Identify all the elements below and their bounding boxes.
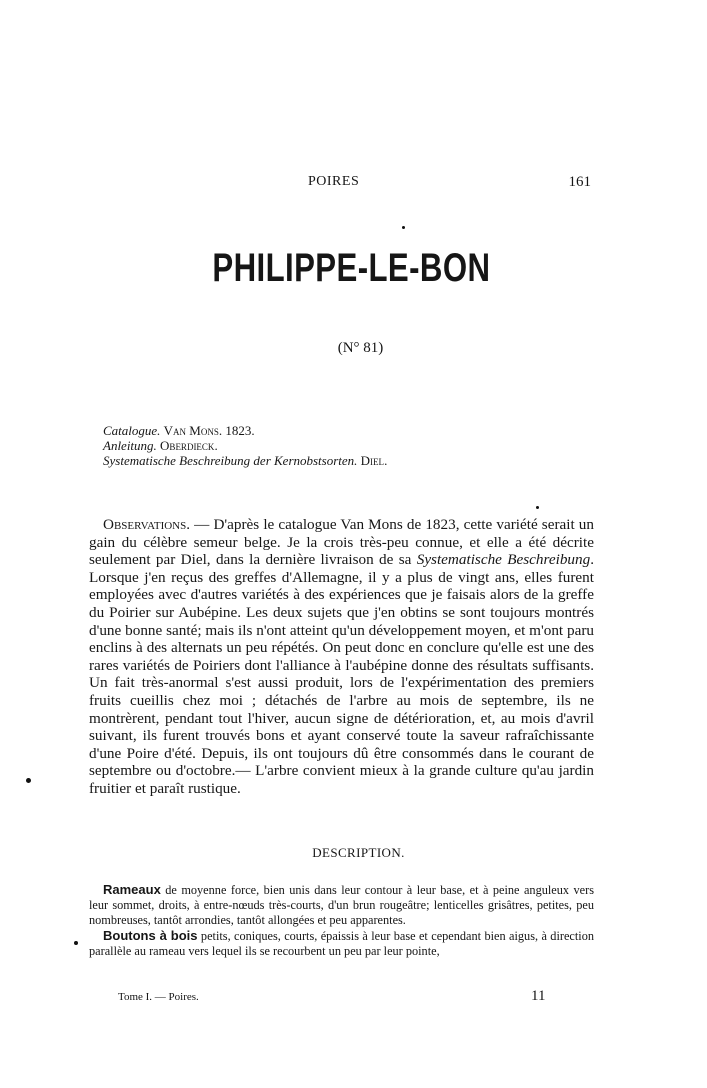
description-text: petits, coniques, courts, épaissis à leur base et cependant bien aigus, à direction parallèle au rameau vers lequel ils se recourbent un peu par leur pointe, [89, 929, 595, 959]
reference-year: . [214, 438, 218, 453]
reference-line [103, 423, 623, 438]
description-term: Rameaux [103, 882, 161, 897]
reference-source: Catalogue. [103, 423, 161, 438]
ink-speck [26, 778, 31, 783]
bibliographic-references [103, 423, 623, 468]
reference-author: Oberdieck [160, 438, 215, 453]
variety-number: (N° 81) [337, 340, 384, 356]
ink-speck [402, 226, 405, 229]
footer-signature: 11 [531, 988, 546, 1004]
ink-speck [536, 506, 539, 509]
description-paragraph [89, 883, 594, 927]
reference-line [103, 438, 623, 453]
reference-line [103, 453, 623, 468]
reference-source: Anleitung. [103, 438, 157, 453]
observations-text-2: . Lorsque j'en reçus des greffes d'Allemagne, il y a plus de vingt ans, elles furent employées avec d'autres variétés à des expériences que je faisais alors de la greffe du Poirier sur Aubépine. Les deux sujets que j'en obtins se sont toujours montrés d'une bonne santé; mais ils n'ont atteint qu'un développement moyen, et m'ont paru enclins à des alternats un peu répétés. On peut donc en conclure qu'elle est une des rares variétés de Poiriers dont l'alliance à l'aubépine donne des résultats suffisants. Un fait très-anormal s'est aussi produit, lors de l'expérimentation des premiers fruits cueillis chez moi ; détachés de l'arbre au mois de septembre, ils ne montrèrent, pendant tout l'hiver, aucun signe de détérioration, et, au mois d'avril suivant, ils furent trouvés bons et ayant conservé toute la saveur rafraîchissante d'une Poire d'été. Depuis, ils ont toujours dû être consommés dans le courant de septembre ou d'octobre.— L'arbre convient mieux à la grande culture qu'au jardin fruitier et paraît rustique. [89, 551, 594, 797]
page-number: 161 [568, 174, 591, 190]
reference-year: . [384, 453, 388, 468]
running-head: POIRES [308, 174, 360, 189]
ink-speck [74, 941, 78, 945]
reference-author: Diel [360, 453, 385, 468]
footer-volume: Tome I. — Poires. [118, 991, 199, 1003]
description-term: Boutons à bois [103, 928, 198, 944]
observations-text-1: — D'après le catalogue Van Mons de 1823, cette variété serait un gain du célèbre semeur belge. Je la crois très-peu connue, et elle a été décrite seulement par Diel, dans la dernière livraison de sa [89, 516, 594, 569]
page-title: PHILIPPE-LE-BON [212, 246, 491, 290]
reference-author: Van Mons [163, 423, 219, 438]
reference-source: Systematische Beschreibung der Kernobstsorten. [103, 453, 358, 468]
observations-italic-title: Systematische Beschreibung [416, 551, 591, 569]
description-text: de moyenne force, bien unis dans leur contour à leur base, et à peine anguleux vers leur sommet, droits, à entre-nœuds très-courts, d'un brun rougeâtre; lenticelles grisâtres, petites, peu nombreuses, tantôt arrondies, tantôt allongées et peu apparentes. [89, 883, 594, 927]
observations-lead: Observations. [103, 516, 191, 533]
observations-paragraph [89, 516, 594, 798]
reference-year: . 1823. [218, 423, 255, 438]
description-paragraph [89, 929, 594, 959]
description-heading: DESCRIPTION. [312, 845, 405, 860]
observations-section [89, 516, 594, 798]
description-section [89, 883, 594, 961]
